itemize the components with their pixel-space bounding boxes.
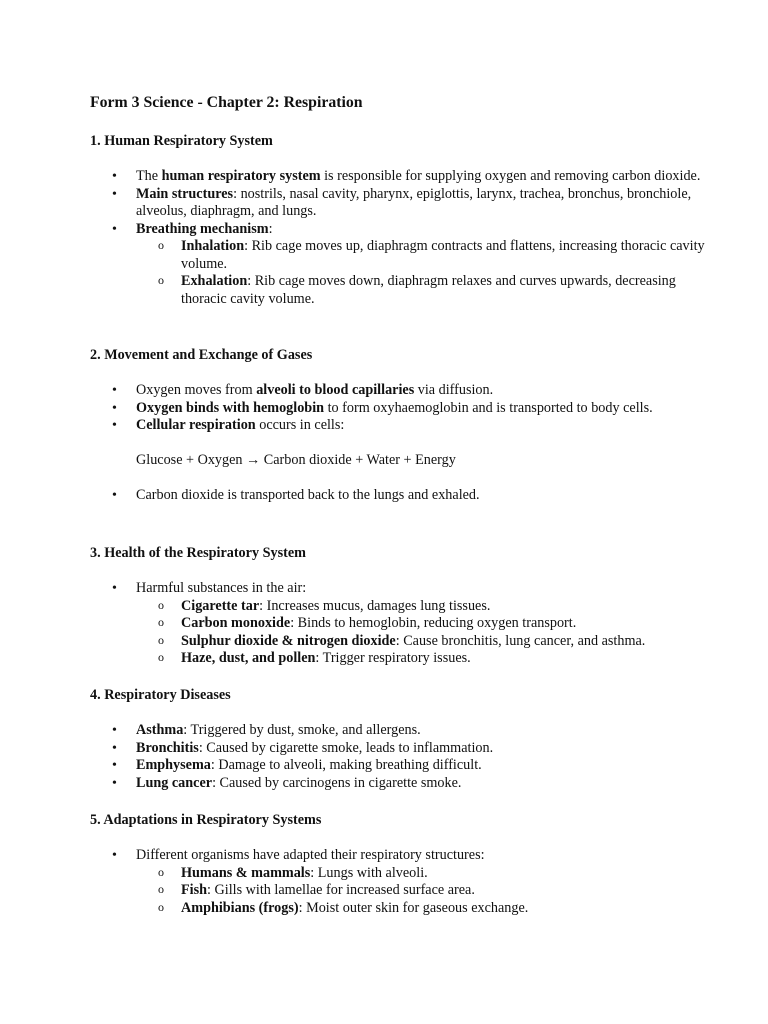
text: Oxygen moves from	[136, 382, 257, 398]
section-heading: 4. Respiratory Diseases	[90, 687, 231, 703]
bold-term: Carbon monoxide	[181, 615, 291, 631]
list-item	[90, 580, 710, 668]
section-health-respiratory-system	[90, 545, 710, 668]
section-movement-exchange-gases	[90, 347, 710, 505]
text: : Gills with lamellae for increased surface area.	[207, 882, 475, 898]
bullet-list	[90, 168, 710, 308]
sub-list-item	[136, 865, 710, 883]
section-heading: 3. Health of the Respiratory System	[90, 545, 306, 561]
list-item	[90, 382, 710, 400]
bullet-list	[90, 382, 710, 435]
list-item	[90, 221, 710, 309]
list-item	[90, 847, 710, 917]
bold-term: Exhalation	[181, 273, 248, 289]
bullet-list	[90, 847, 710, 917]
text: : Damage to alveoli, making breathing difficult.	[210, 757, 482, 773]
text: : Cause bronchitis, lung cancer, and asthma.	[395, 632, 646, 649]
text: The	[136, 168, 162, 184]
text: Harmful substances in the air:	[136, 580, 307, 596]
text: : Lungs with alveoli.	[310, 864, 428, 881]
sub-list-item	[136, 900, 710, 918]
sub-list-item	[136, 650, 710, 668]
bold-term: Fish	[181, 882, 208, 898]
text: : Caused by carcinogens in cigarette smoke.	[212, 774, 462, 791]
section-heading: 1. Human Respiratory System	[90, 133, 273, 149]
list-item	[90, 757, 710, 775]
section-human-respiratory-system	[90, 133, 710, 308]
bold-term: Bronchitis	[136, 739, 199, 756]
section-heading: 5. Adaptations in Respiratory Systems	[90, 812, 322, 828]
bold-term: Lung cancer	[136, 774, 213, 791]
sub-list-item	[136, 273, 710, 308]
bold-term: alveoli to blood capillaries	[256, 382, 415, 398]
text: : Moist outer skin for gaseous exchange.	[298, 899, 529, 916]
bold-term: Main structures	[136, 185, 234, 202]
list-item	[90, 722, 710, 740]
text: : Rib cage moves down, diaphragm relaxes and curves upwards, decreasing thoracic cavity volume.	[181, 273, 676, 307]
text: to form oxyhaemoglobin and is transported to body cells.	[324, 399, 653, 416]
text: is responsible for supplying oxygen and removing carbon dioxide.	[320, 168, 701, 184]
section-heading: 2. Movement and Exchange of Gases	[90, 347, 313, 363]
sub-list	[136, 865, 710, 918]
text: : Rib cage moves up, diaphragm contracts and flattens, increasing thoracic cavity volume.	[181, 238, 705, 272]
list-item	[90, 400, 710, 418]
sub-list-item	[136, 238, 710, 273]
bold-term: Emphysema	[136, 757, 211, 773]
sub-list-item	[136, 598, 710, 616]
text: : nostrils, nasal cavity, pharynx, epiglottis, larynx, trachea, bronchus, bronchiole, alveolus, diaphragm, and lungs.	[136, 185, 692, 219]
list-item	[90, 417, 710, 435]
list-item	[90, 740, 710, 758]
sub-list-item	[136, 615, 710, 633]
text: :	[268, 220, 273, 237]
list-item	[90, 168, 710, 186]
bold-term: Humans & mammals	[181, 864, 311, 881]
section-respiratory-diseases	[90, 687, 710, 792]
bold-term: Cellular respiration	[136, 417, 256, 433]
sub-list	[136, 598, 710, 668]
list-item: • Carbon dioxide is transported back to the lungs and exhaled.	[90, 487, 710, 505]
sub-list	[136, 238, 710, 308]
text: : Trigger respiratory issues.	[315, 650, 471, 666]
respiration-equation: Glucose + Oxygen → Carbon dioxide + Water + Energy	[136, 452, 456, 468]
bold-term: Inhalation	[181, 238, 245, 254]
text: : Triggered by dust, smoke, and allergens.	[183, 722, 421, 738]
bold-term: Asthma	[136, 722, 184, 738]
bold-term: human respiratory system	[161, 168, 321, 184]
text: occurs in cells:	[255, 417, 345, 433]
text: : Binds to hemoglobin, reducing oxygen transport.	[290, 615, 577, 631]
bold-term: Amphibians (frogs)	[181, 899, 299, 916]
bullet-list	[90, 487, 710, 505]
list-item	[90, 775, 710, 793]
bold-term: Cigarette tar	[181, 597, 260, 614]
bold-term: Sulphur dioxide & nitrogen dioxide	[181, 632, 396, 649]
section-adaptations-respiratory-systems	[90, 812, 710, 917]
text: : Increases mucus, damages lung tissues.	[259, 597, 491, 614]
text: : Caused by cigarette smoke, leads to inflammation.	[198, 739, 494, 756]
sub-list-item	[136, 633, 710, 651]
bold-term: Breathing mechanism	[136, 220, 269, 237]
document-title: Form 3 Science - Chapter 2: Respiration	[90, 94, 363, 111]
list-item	[90, 186, 710, 221]
bullet-list	[90, 722, 710, 792]
bullet-list	[90, 580, 710, 668]
bold-term: Haze, dust, and pollen	[181, 650, 316, 666]
text: via diffusion.	[414, 382, 494, 398]
sub-list-item	[136, 882, 710, 900]
bold-term: Oxygen binds with hemoglobin	[136, 399, 325, 416]
text: Different organisms have adapted their respiratory structures:	[136, 847, 485, 863]
